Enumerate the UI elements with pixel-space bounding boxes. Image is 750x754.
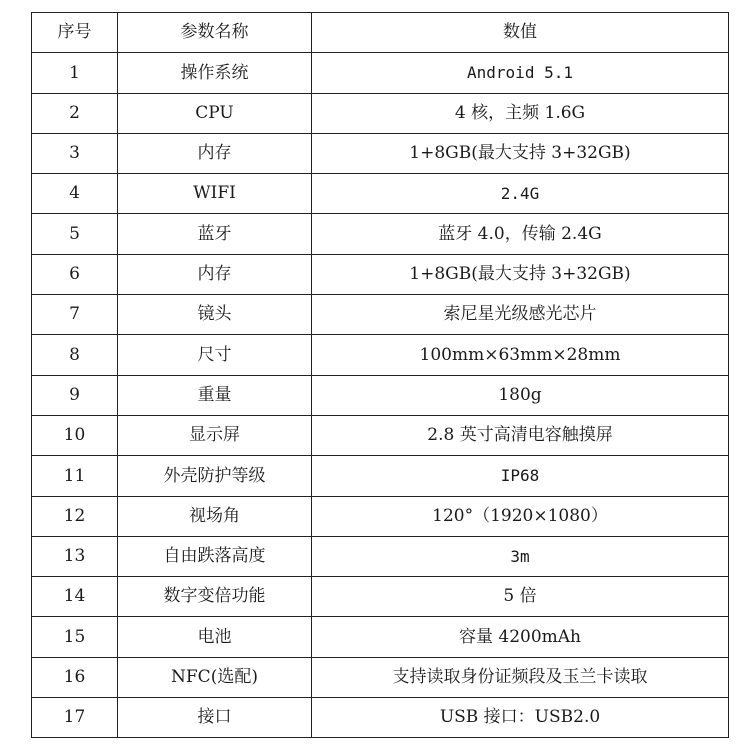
- row-param-name: 内存: [118, 254, 312, 294]
- row-index: 15: [32, 617, 118, 657]
- table-row: [32, 254, 729, 294]
- row-index: 7: [32, 295, 118, 335]
- table-row: [32, 214, 729, 254]
- table-row: [32, 577, 729, 617]
- table-row: [32, 496, 729, 536]
- table-row: [32, 174, 729, 214]
- row-value: 支持读取身份证频段及玉兰卡读取: [312, 657, 729, 697]
- table-row: [32, 335, 729, 375]
- row-value: 索尼星光级感光芯片: [312, 295, 729, 335]
- row-value: 1+8GB(最大支持 3+32GB): [312, 133, 729, 173]
- row-value: Android 5.1: [312, 53, 729, 93]
- row-index: 17: [32, 698, 118, 738]
- table-row: [32, 415, 729, 455]
- table-row: [32, 295, 729, 335]
- row-param-name: 尺寸: [118, 335, 312, 375]
- row-param-name: 重量: [118, 375, 312, 415]
- row-param-name: 视场角: [118, 496, 312, 536]
- row-value: 2.4G: [312, 174, 729, 214]
- row-index: 2: [32, 93, 118, 133]
- row-index: 3: [32, 133, 118, 173]
- table-row: [32, 375, 729, 415]
- header-index: 序号: [32, 13, 118, 53]
- table-row: [32, 133, 729, 173]
- row-param-name: 外壳防护等级: [118, 456, 312, 496]
- row-index: 12: [32, 496, 118, 536]
- row-param-name: 自由跌落高度: [118, 536, 312, 576]
- table-row: [32, 53, 729, 93]
- table-row: [32, 657, 729, 697]
- row-param-name: 内存: [118, 133, 312, 173]
- table-row: [32, 698, 729, 738]
- row-value: 1+8GB(最大支持 3+32GB): [312, 254, 729, 294]
- row-index: 8: [32, 335, 118, 375]
- row-value: 4 核，主频 1.6G: [312, 93, 729, 133]
- row-value: USB 接口：USB2.0: [312, 698, 729, 738]
- table-row: [32, 536, 729, 576]
- row-param-name: CPU: [118, 93, 312, 133]
- header-value: 数值: [312, 13, 729, 53]
- header-param-name: 参数名称: [118, 13, 312, 53]
- table-row: [32, 617, 729, 657]
- row-value: 3m: [312, 536, 729, 576]
- row-index: 14: [32, 577, 118, 617]
- table-row: [32, 456, 729, 496]
- row-index: 6: [32, 254, 118, 294]
- row-index: 10: [32, 415, 118, 455]
- row-value: 蓝牙 4.0，传输 2.4G: [312, 214, 729, 254]
- row-index: 13: [32, 536, 118, 576]
- row-param-name: 数字变倍功能: [118, 577, 312, 617]
- table-header-row: [32, 13, 729, 53]
- row-index: 9: [32, 375, 118, 415]
- row-param-name: 电池: [118, 617, 312, 657]
- row-value: 100mm×63mm×28mm: [312, 335, 729, 375]
- row-index: 11: [32, 456, 118, 496]
- row-index: 16: [32, 657, 118, 697]
- row-param-name: 操作系统: [118, 53, 312, 93]
- row-value: 180g: [312, 375, 729, 415]
- row-param-name: WIFI: [118, 174, 312, 214]
- row-value: 容量 4200mAh: [312, 617, 729, 657]
- spec-table: [31, 12, 729, 738]
- row-value: 120°（1920×1080）: [312, 496, 729, 536]
- row-param-name: 蓝牙: [118, 214, 312, 254]
- row-index: 1: [32, 53, 118, 93]
- row-index: 5: [32, 214, 118, 254]
- row-param-name: 接口: [118, 698, 312, 738]
- row-param-name: 镜头: [118, 295, 312, 335]
- table-row: [32, 93, 729, 133]
- row-param-name: NFC(选配): [118, 657, 312, 697]
- row-value: IP68: [312, 456, 729, 496]
- row-value: 5 倍: [312, 577, 729, 617]
- row-param-name: 显示屏: [118, 415, 312, 455]
- row-index: 4: [32, 174, 118, 214]
- row-value: 2.8 英寸高清电容触摸屏: [312, 415, 729, 455]
